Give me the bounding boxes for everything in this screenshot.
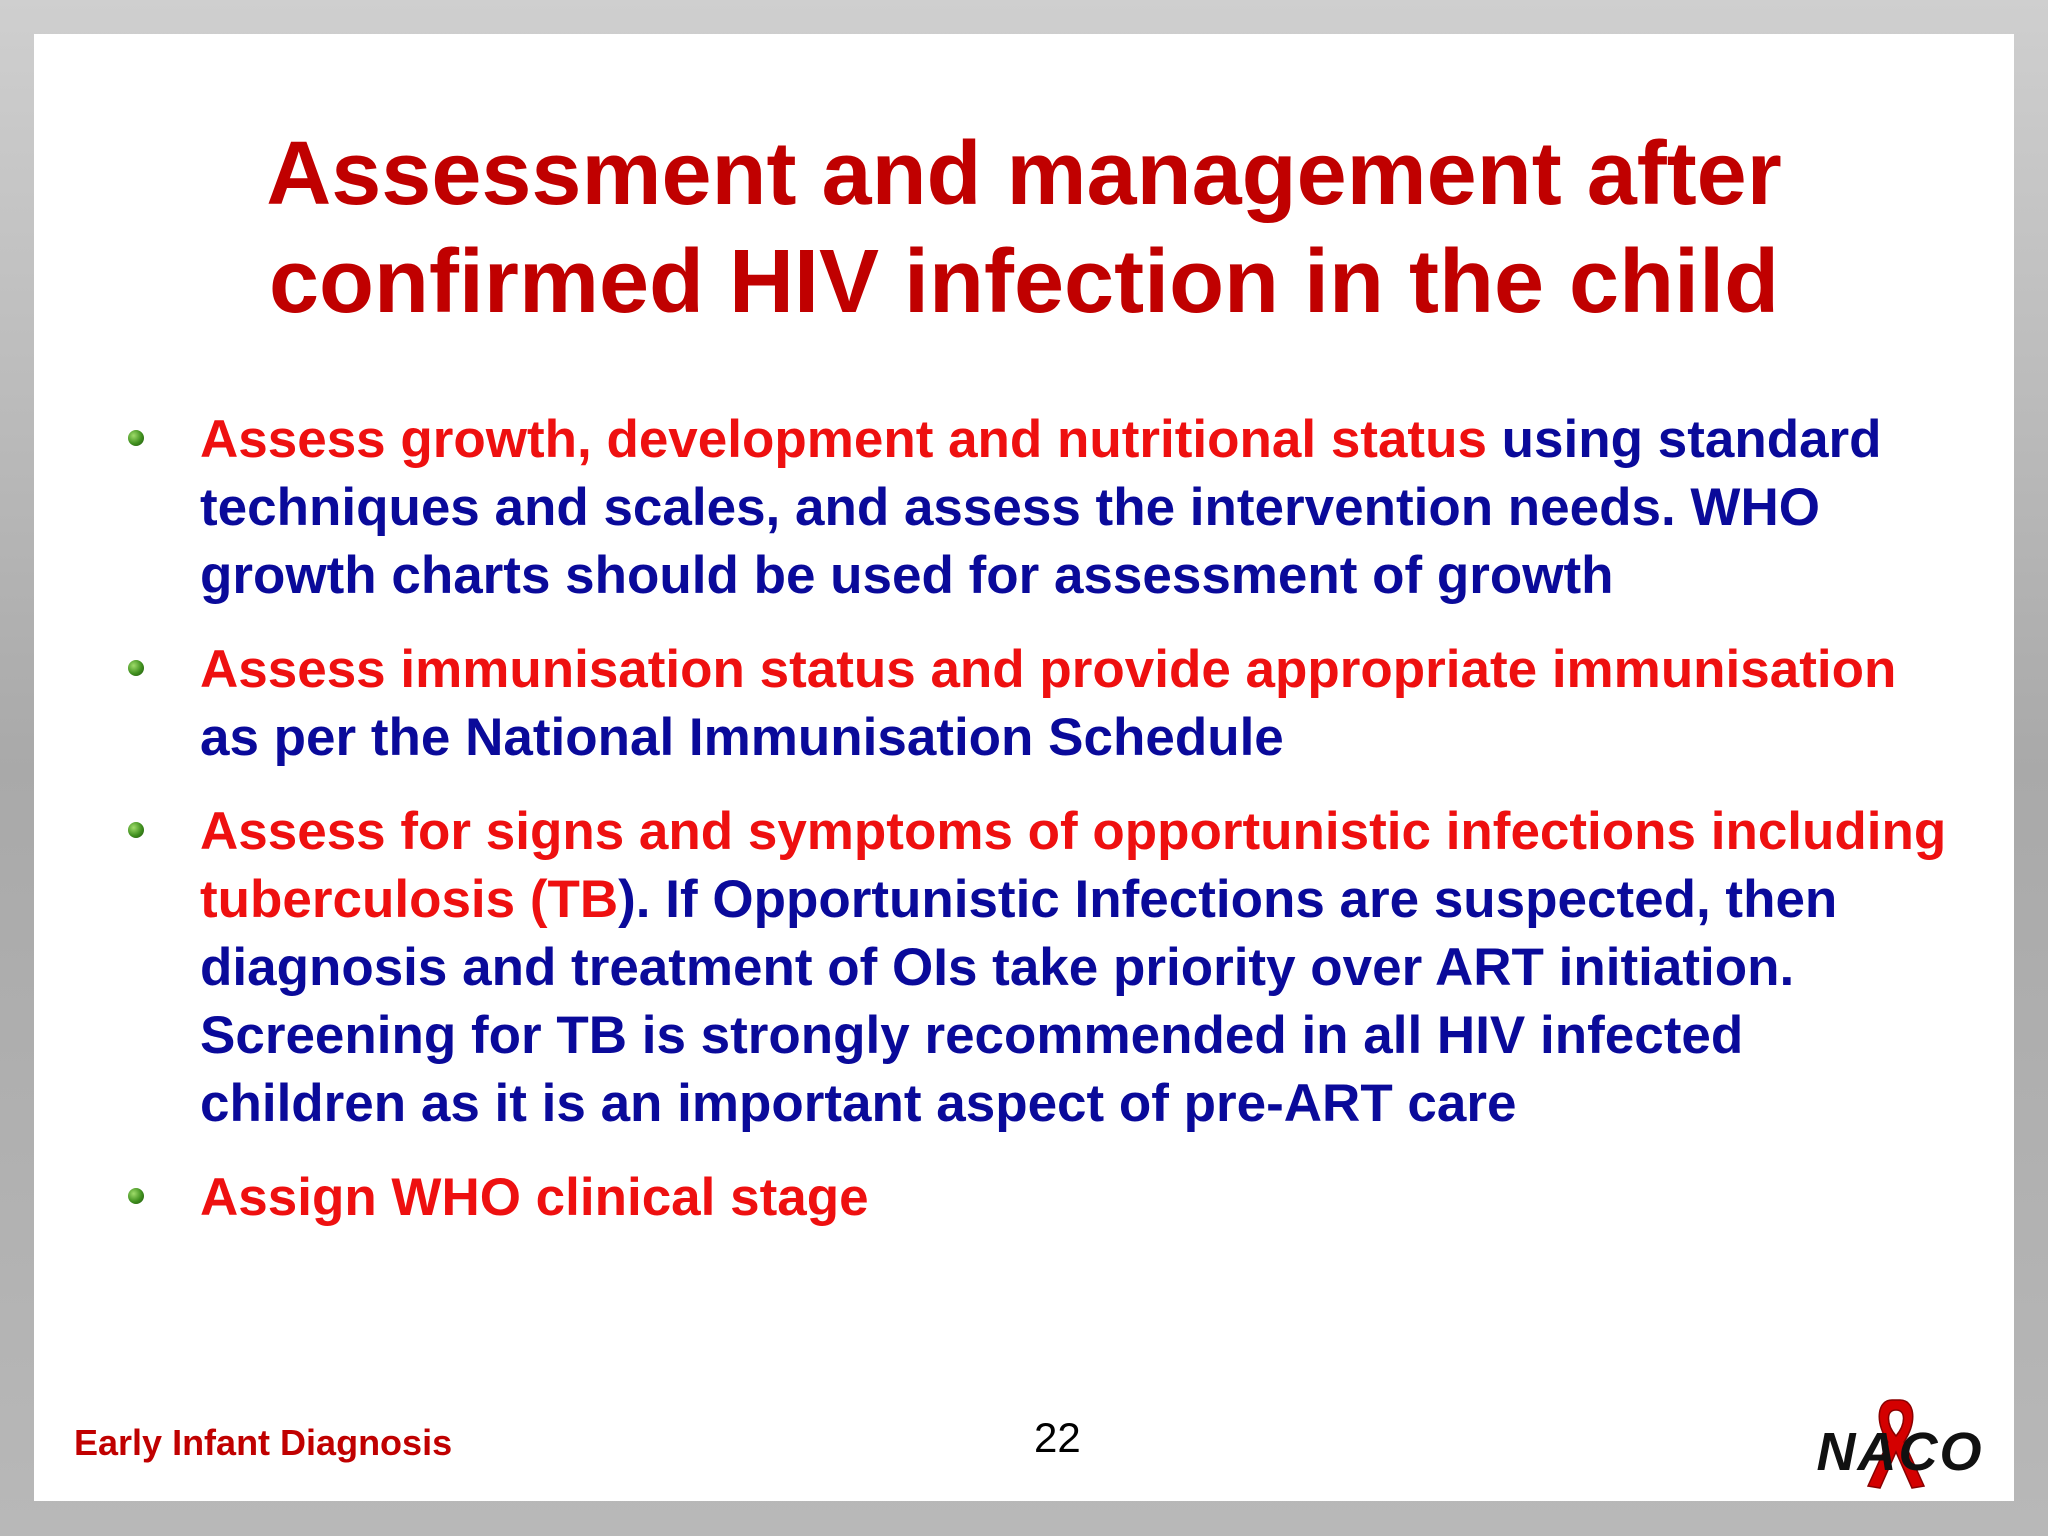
- green-bullet-icon: [128, 660, 144, 676]
- logo-text: NACO: [1816, 1422, 1984, 1482]
- page-number: 22: [1034, 1414, 1081, 1461]
- title-line-2: confirmed HIV infection in the child: [268, 232, 1780, 332]
- green-bullet-icon: [128, 822, 144, 838]
- title-line-1: Assessment and management after: [266, 124, 1782, 224]
- bullet-item-immunisation: [200, 636, 1960, 772]
- slide-title: [34, 120, 2014, 336]
- bullet-emphasis: Assess growth, development and nutritional status: [200, 410, 1487, 469]
- footer-label: Early Infant Diagnosis: [74, 1422, 453, 1463]
- bullet-emphasis: Assign WHO clinical stage: [200, 1168, 869, 1227]
- bullet-emphasis: Assess for signs and symptoms of opportunistic infections including tuberculosis (TB: [200, 802, 1947, 929]
- bullet-list: [200, 406, 1960, 1258]
- green-bullet-icon: [128, 430, 144, 446]
- naco-logo-icon: [1796, 1390, 2006, 1490]
- bullet-text: as per the National Immunisation Schedule: [200, 708, 1284, 767]
- green-bullet-icon: [128, 1188, 144, 1204]
- bullet-text: using standard techniques and scales, and assess the intervention needs. WHO growth charts should be used for assessment of growth: [200, 410, 1882, 605]
- slide: [34, 34, 2014, 1501]
- bullet-text: ). If Opportunistic Infections are suspected, then diagnosis and treatment of OIs take priority over ART initiation. Screening for TB is strongly recommended in all HIV infected children as it is an important aspect of pre-ART care: [200, 870, 1838, 1133]
- bullet-item-clinical-stage: [200, 1164, 1960, 1232]
- bullet-emphasis: Assess immunisation status and provide appropriate immunisation: [200, 640, 1897, 699]
- bullet-item-growth: [200, 406, 1960, 610]
- bullet-item-opportunistic-infections: [200, 798, 1960, 1138]
